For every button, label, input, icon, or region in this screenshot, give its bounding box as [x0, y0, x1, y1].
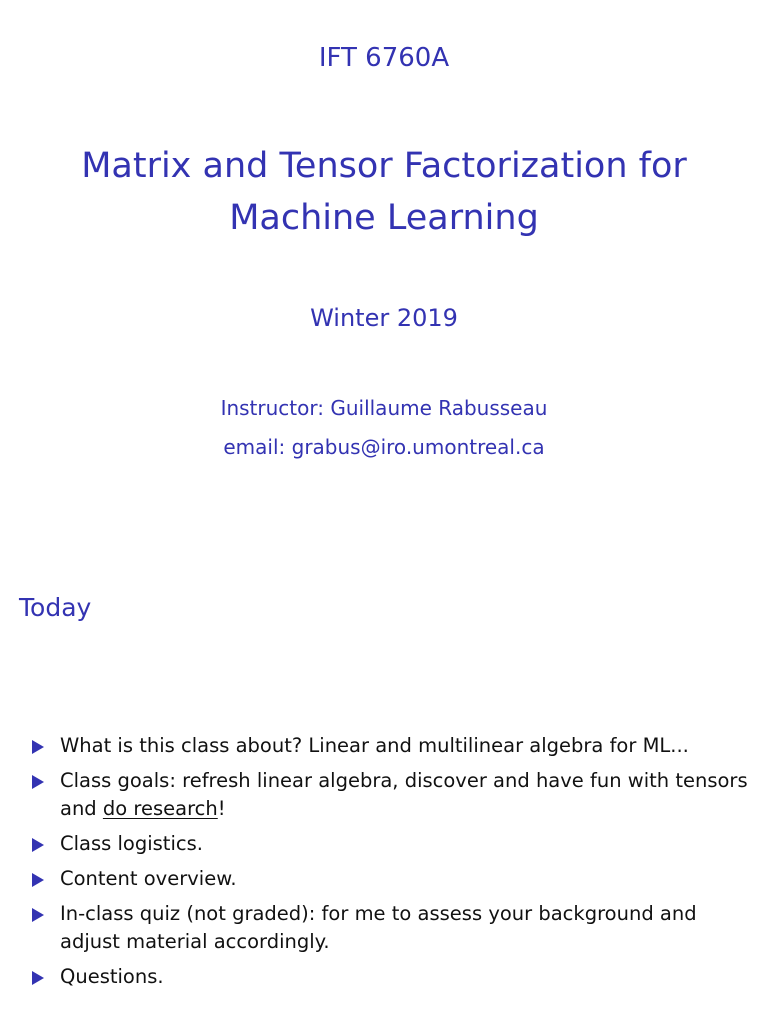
list-item-text-part: ! — [217, 797, 226, 820]
triangle-right-icon — [32, 775, 44, 789]
course-term: Winter 2019 — [310, 304, 458, 332]
agenda-heading: Today — [19, 593, 92, 622]
triangle-right-icon — [32, 838, 44, 852]
slide-title-line-1: Matrix and Tensor Factorization for — [81, 146, 687, 186]
list-item-text: In-class quiz (not graded): for me to assess your background and adjust material accordingly. — [60, 902, 697, 953]
list-item-text — [60, 769, 748, 820]
slide-title — [0, 140, 768, 244]
course-code: IFT 6760A — [318, 43, 450, 73]
triangle-right-icon — [32, 971, 44, 985]
list-item-text: Content overview. — [60, 867, 237, 890]
list-item-text: What is this class about? Linear and multilinear algebra for ML... — [60, 734, 689, 757]
list-item-text: Questions. — [60, 965, 164, 988]
list-item — [30, 767, 750, 823]
list-item — [30, 900, 750, 956]
list-item — [30, 865, 750, 893]
agenda-slide — [0, 560, 768, 1024]
instructor-email: email: grabus@iro.umontreal.ca — [223, 435, 545, 459]
list-item-text: Class logistics. — [60, 832, 203, 855]
triangle-right-icon — [32, 740, 44, 754]
list-item — [30, 963, 750, 991]
instructor-name: Instructor: Guillaume Rabusseau — [220, 396, 548, 420]
list-item — [30, 732, 750, 760]
triangle-right-icon — [32, 873, 44, 887]
agenda-list — [30, 732, 750, 998]
slide-title-line-2: Machine Learning — [229, 198, 539, 238]
triangle-right-icon — [32, 908, 44, 922]
list-item — [30, 830, 750, 858]
underlined-text: do research — [102, 797, 218, 820]
list-item-text-part: Class goals: refresh linear algebra, discover and have fun with tensors and — [60, 769, 748, 820]
